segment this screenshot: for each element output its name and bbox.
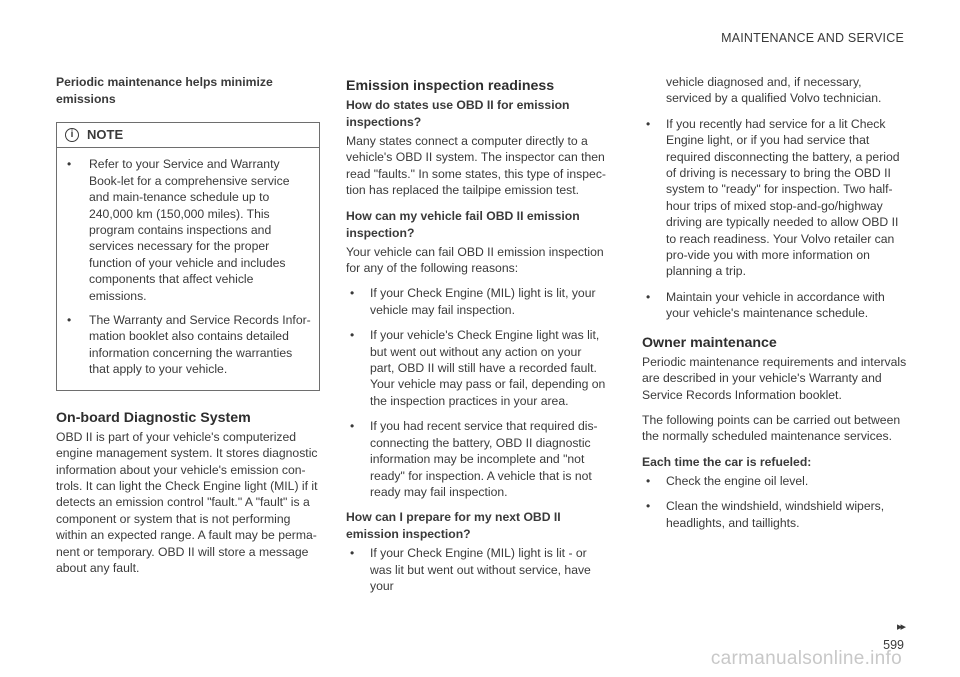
page-number: 599 (883, 638, 904, 652)
section-title-owner-maintenance: Owner maintenance (642, 334, 777, 351)
info-icon: i (65, 128, 79, 142)
question-2: How can my vehicle fail OBD II emission inspection? (346, 208, 580, 240)
note-item: • The Warranty and Service Records Infor-mation booklet also contains detailed information concerning the warranties that apply to your vehicle. (63, 312, 311, 378)
answer-1: Many states connect a computer directly to a vehicle's OBD II system. The inspector can then read "faults." In some states, this type of inspec-tion has replaced the tailpipe emission test. (346, 134, 606, 198)
next-page-arrows-icon: ▸▸ (896, 621, 904, 633)
note-body (57, 148, 319, 389)
prep-item: • Maintain your vehicle in accordance with your vehicle's maintenance schedule. (642, 289, 908, 322)
section-title-emission-readiness: Emission inspection readiness (346, 78, 555, 94)
prep-item: • If you recently had service for a lit Check Engine light, or if you had service that required disconnecting the battery, a period of driving is necessary to bring the OBD II system to "ready" for inspection. Two half-hour trips of mixed stop-and-go/highway driving are typically needed to allow OBD II to reach readiness. Your Volvo retailer can pro-vide you with more information on planning a trip. (642, 116, 908, 280)
fail-reason-item: • If your Check Engine (MIL) light is lit, your vehicle may fail inspection. (346, 285, 608, 318)
prep-item-continued: vehicle diagnosed and, if necessary, serviced by a qualified Volvo technician. (666, 75, 882, 106)
column-right (642, 74, 908, 540)
note-label: NOTE (87, 127, 124, 142)
note-box (56, 122, 320, 391)
question-3: How can I prepare for my next OBD II emission inspection? (346, 510, 561, 542)
owner-paragraph-1: Periodic maintenance requirements and intervals are described in your vehicle's Warranty and Service Records Information booklet. (642, 354, 907, 402)
refuel-item: • Clean the windshield, windshield wipers, headlights, and taillights. (642, 498, 908, 531)
watermark: carmanualsonline.info (710, 648, 902, 669)
prep-item-start: • If your Check Engine (MIL) light is lit - or was lit but went out without service, have your (346, 545, 608, 594)
refuel-item: • Check the engine oil level. (642, 473, 908, 489)
question-1: How do states use OBD II for emission inspections? (346, 98, 570, 129)
subhead-periodic-maintenance: Periodic maintenance helps minimize emissions (56, 75, 273, 106)
note-item: • Refer to your Service and Warranty Book-let for a comprehensive service and main-tenance schedule up to 240,000 km (150,000 miles). This program contains inspections and services necessary for the proper function of your vehicle and includes components that affect vehicle emissions. (63, 156, 311, 304)
fail-reason-item: • If your vehicle's Check Engine light was lit, but went out without any action on your part, OBD II will still have a recorded fault. Your vehicle may pass or fail, depending on the inspection practices in your area. (346, 327, 608, 409)
note-header (57, 123, 319, 148)
answer-2: Your vehicle can fail OBD II emission inspection for any of the following reasons: (346, 244, 604, 276)
column-middle (346, 74, 608, 604)
fail-reason-item: • If you had recent service that required dis-connecting the battery, OBD II diagnostic information may be incomplete and "not ready" for inspection. A vehicle that is not ready may fail inspection. (346, 418, 608, 500)
running-header: MAINTENANCE AND SERVICE (721, 31, 904, 45)
obd-paragraph: OBD II is part of your vehicle's computerized engine management system. It stores diagnostic information about your vehicle's emission con-trols. It can light the Check Engine light (MIL) if it detects an emission control "fault." A "fault" is a component or system that is not performing within an expected range. A fault may be perma-nent or temporary. OBD II will store a message about any fault. (56, 429, 318, 575)
section-title-obd: On-board Diagnostic System (56, 409, 251, 426)
refuel-heading: Each time the car is refueled: (642, 454, 812, 469)
column-left (56, 74, 320, 585)
owner-paragraph-2: The following points can be carried out between the normally scheduled maintenance services. (642, 412, 901, 444)
